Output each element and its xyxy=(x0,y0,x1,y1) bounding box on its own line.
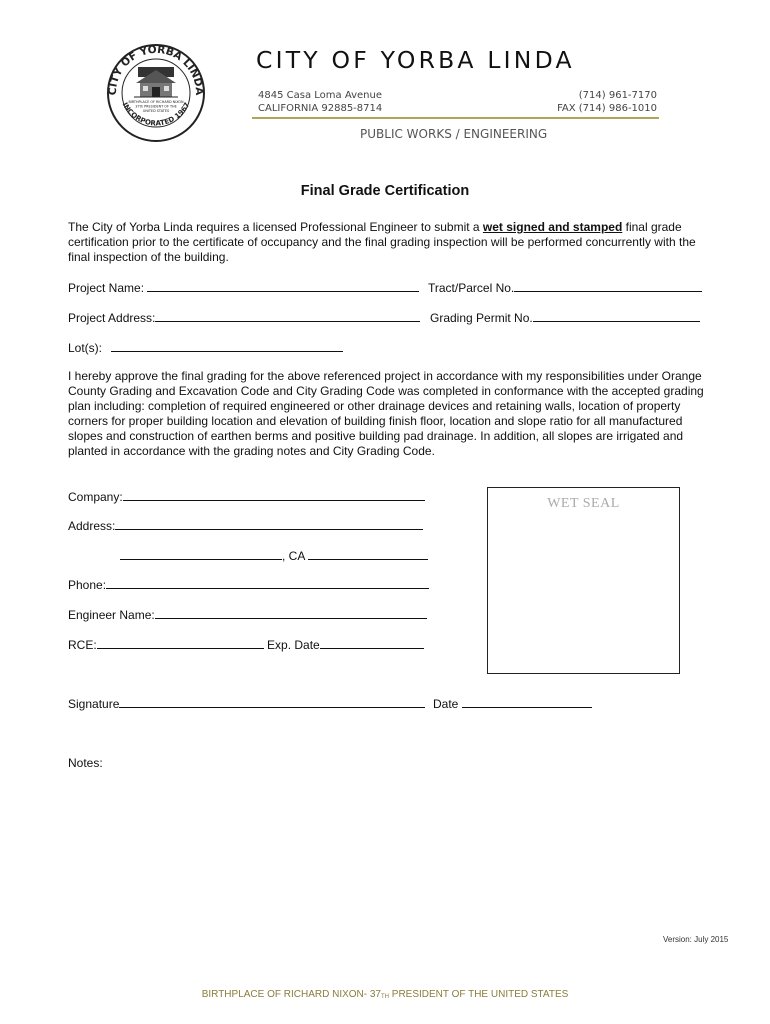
intro-emphasis: wet signed and stamped xyxy=(482,220,623,234)
footer-ordinal: TH xyxy=(381,994,389,1000)
grading-permit-line[interactable] xyxy=(533,310,700,322)
svg-text:UNITED STATES: UNITED STATES xyxy=(142,109,170,113)
phone-number: (714) 961-7170 xyxy=(578,90,657,101)
intro-text-end: final grade certification prior to the certificate of occupancy and the final grading inspection will be performed concurrently with the final inspection of the building. xyxy=(68,220,696,264)
approval-statement: I hereby approve the final grading for the above referenced project in accordance with my responsibilities under Orange County Grading and Excavation Code and City Grading Code was completed in conformance with the accepted grading plan including: completion of required engineered or other drainage devices and retaining walls, location of property corners for proper building location and elevation of building finish floor, location and slope ratio for all manufactured slopes and construction of earthen berms and positive building pad drainage. In addition, all slopes are irrigated and planted in accordance with the grading notes and City Grading Code. xyxy=(68,369,704,458)
lots-label: Lot(s): xyxy=(68,341,103,355)
wet-seal-label: WET SEAL xyxy=(547,496,620,511)
project-address-label: Project Address: xyxy=(68,311,156,325)
grading-permit-label: Grading Permit No. xyxy=(430,311,533,325)
svg-text:BIRTHPLACE OF RICHARD NIXON: BIRTHPLACE OF RICHARD NIXON xyxy=(128,100,184,104)
signature-field[interactable] xyxy=(68,696,425,711)
project-address-line[interactable] xyxy=(155,310,420,322)
rce-label: RCE: xyxy=(68,638,97,652)
tract-parcel-label: Tract/Parcel No. xyxy=(428,281,515,295)
city-state-field[interactable] xyxy=(120,548,428,563)
lots-field[interactable] xyxy=(68,340,343,355)
address-line[interactable] xyxy=(115,518,423,530)
tract-parcel-field[interactable] xyxy=(428,280,702,295)
date-line[interactable] xyxy=(462,696,592,708)
phone-field[interactable] xyxy=(68,577,429,592)
company-field[interactable] xyxy=(68,489,425,504)
footer-tagline xyxy=(0,989,770,1000)
address-field[interactable] xyxy=(68,518,423,533)
state-label: , CA xyxy=(282,549,305,563)
exp-date-line[interactable] xyxy=(320,637,424,649)
address-label: Address: xyxy=(68,519,116,533)
project-address-field[interactable] xyxy=(68,310,420,325)
phone-line[interactable] xyxy=(106,577,429,589)
signature-line[interactable] xyxy=(119,696,425,708)
header-divider xyxy=(252,117,659,119)
fax-number: FAX (714) 986-1010 xyxy=(557,103,657,114)
department-name: PUBLIC WORKS / ENGINEERING xyxy=(360,127,548,141)
city-seal-logo xyxy=(106,43,206,143)
lots-line[interactable] xyxy=(111,340,343,352)
version-label: Version: July 2015 xyxy=(663,935,729,944)
svg-text:INCORPORATED 1967: INCORPORATED 1967 xyxy=(120,101,192,128)
engineer-name-field[interactable] xyxy=(68,607,427,622)
document-title: Final Grade Certification xyxy=(300,183,470,199)
city-name-heading: CITY OF YORBA LINDA xyxy=(256,46,575,74)
exp-date-label: Exp. Date xyxy=(267,638,320,652)
grading-permit-field[interactable] xyxy=(430,310,700,325)
wet-seal-box[interactable] xyxy=(487,487,680,674)
city-state-zip: CALIFORNIA 92885-8714 xyxy=(258,103,383,114)
svg-text:37th PRESIDENT OF THE: 37th PRESIDENT OF THE xyxy=(135,104,177,109)
company-line[interactable] xyxy=(123,489,425,501)
tract-parcel-line[interactable] xyxy=(514,280,702,292)
city-line[interactable] xyxy=(120,548,282,560)
company-label: Company: xyxy=(68,490,123,504)
zip-line[interactable] xyxy=(308,548,428,560)
rce-field[interactable] xyxy=(68,637,424,652)
project-name-label: Project Name: xyxy=(68,281,145,295)
date-field[interactable] xyxy=(433,696,592,711)
notes-label: Notes: xyxy=(68,756,103,770)
project-name-field[interactable] xyxy=(68,280,419,295)
street-address: 4845 Casa Loma Avenue xyxy=(258,90,382,101)
svg-text:CITY OF YORBA LINDA: CITY OF YORBA LINDA xyxy=(106,43,206,96)
footer-text-start: BIRTHPLACE OF RICHARD NIXON- 37 xyxy=(201,989,381,1000)
engineer-name-line[interactable] xyxy=(155,607,427,619)
engineer-name-label: Engineer Name: xyxy=(68,608,155,622)
intro-text-start: The City of Yorba Linda requires a licensed Professional Engineer to submit a xyxy=(68,220,483,234)
signature-label: Signature xyxy=(68,697,120,711)
project-name-line[interactable] xyxy=(147,280,419,292)
phone-label: Phone: xyxy=(68,578,107,592)
footer-text-end: PRESIDENT OF THE UNITED STATES xyxy=(389,989,569,1000)
rce-line[interactable] xyxy=(97,637,264,649)
intro-paragraph xyxy=(68,220,720,265)
date-label: Date xyxy=(433,697,459,711)
